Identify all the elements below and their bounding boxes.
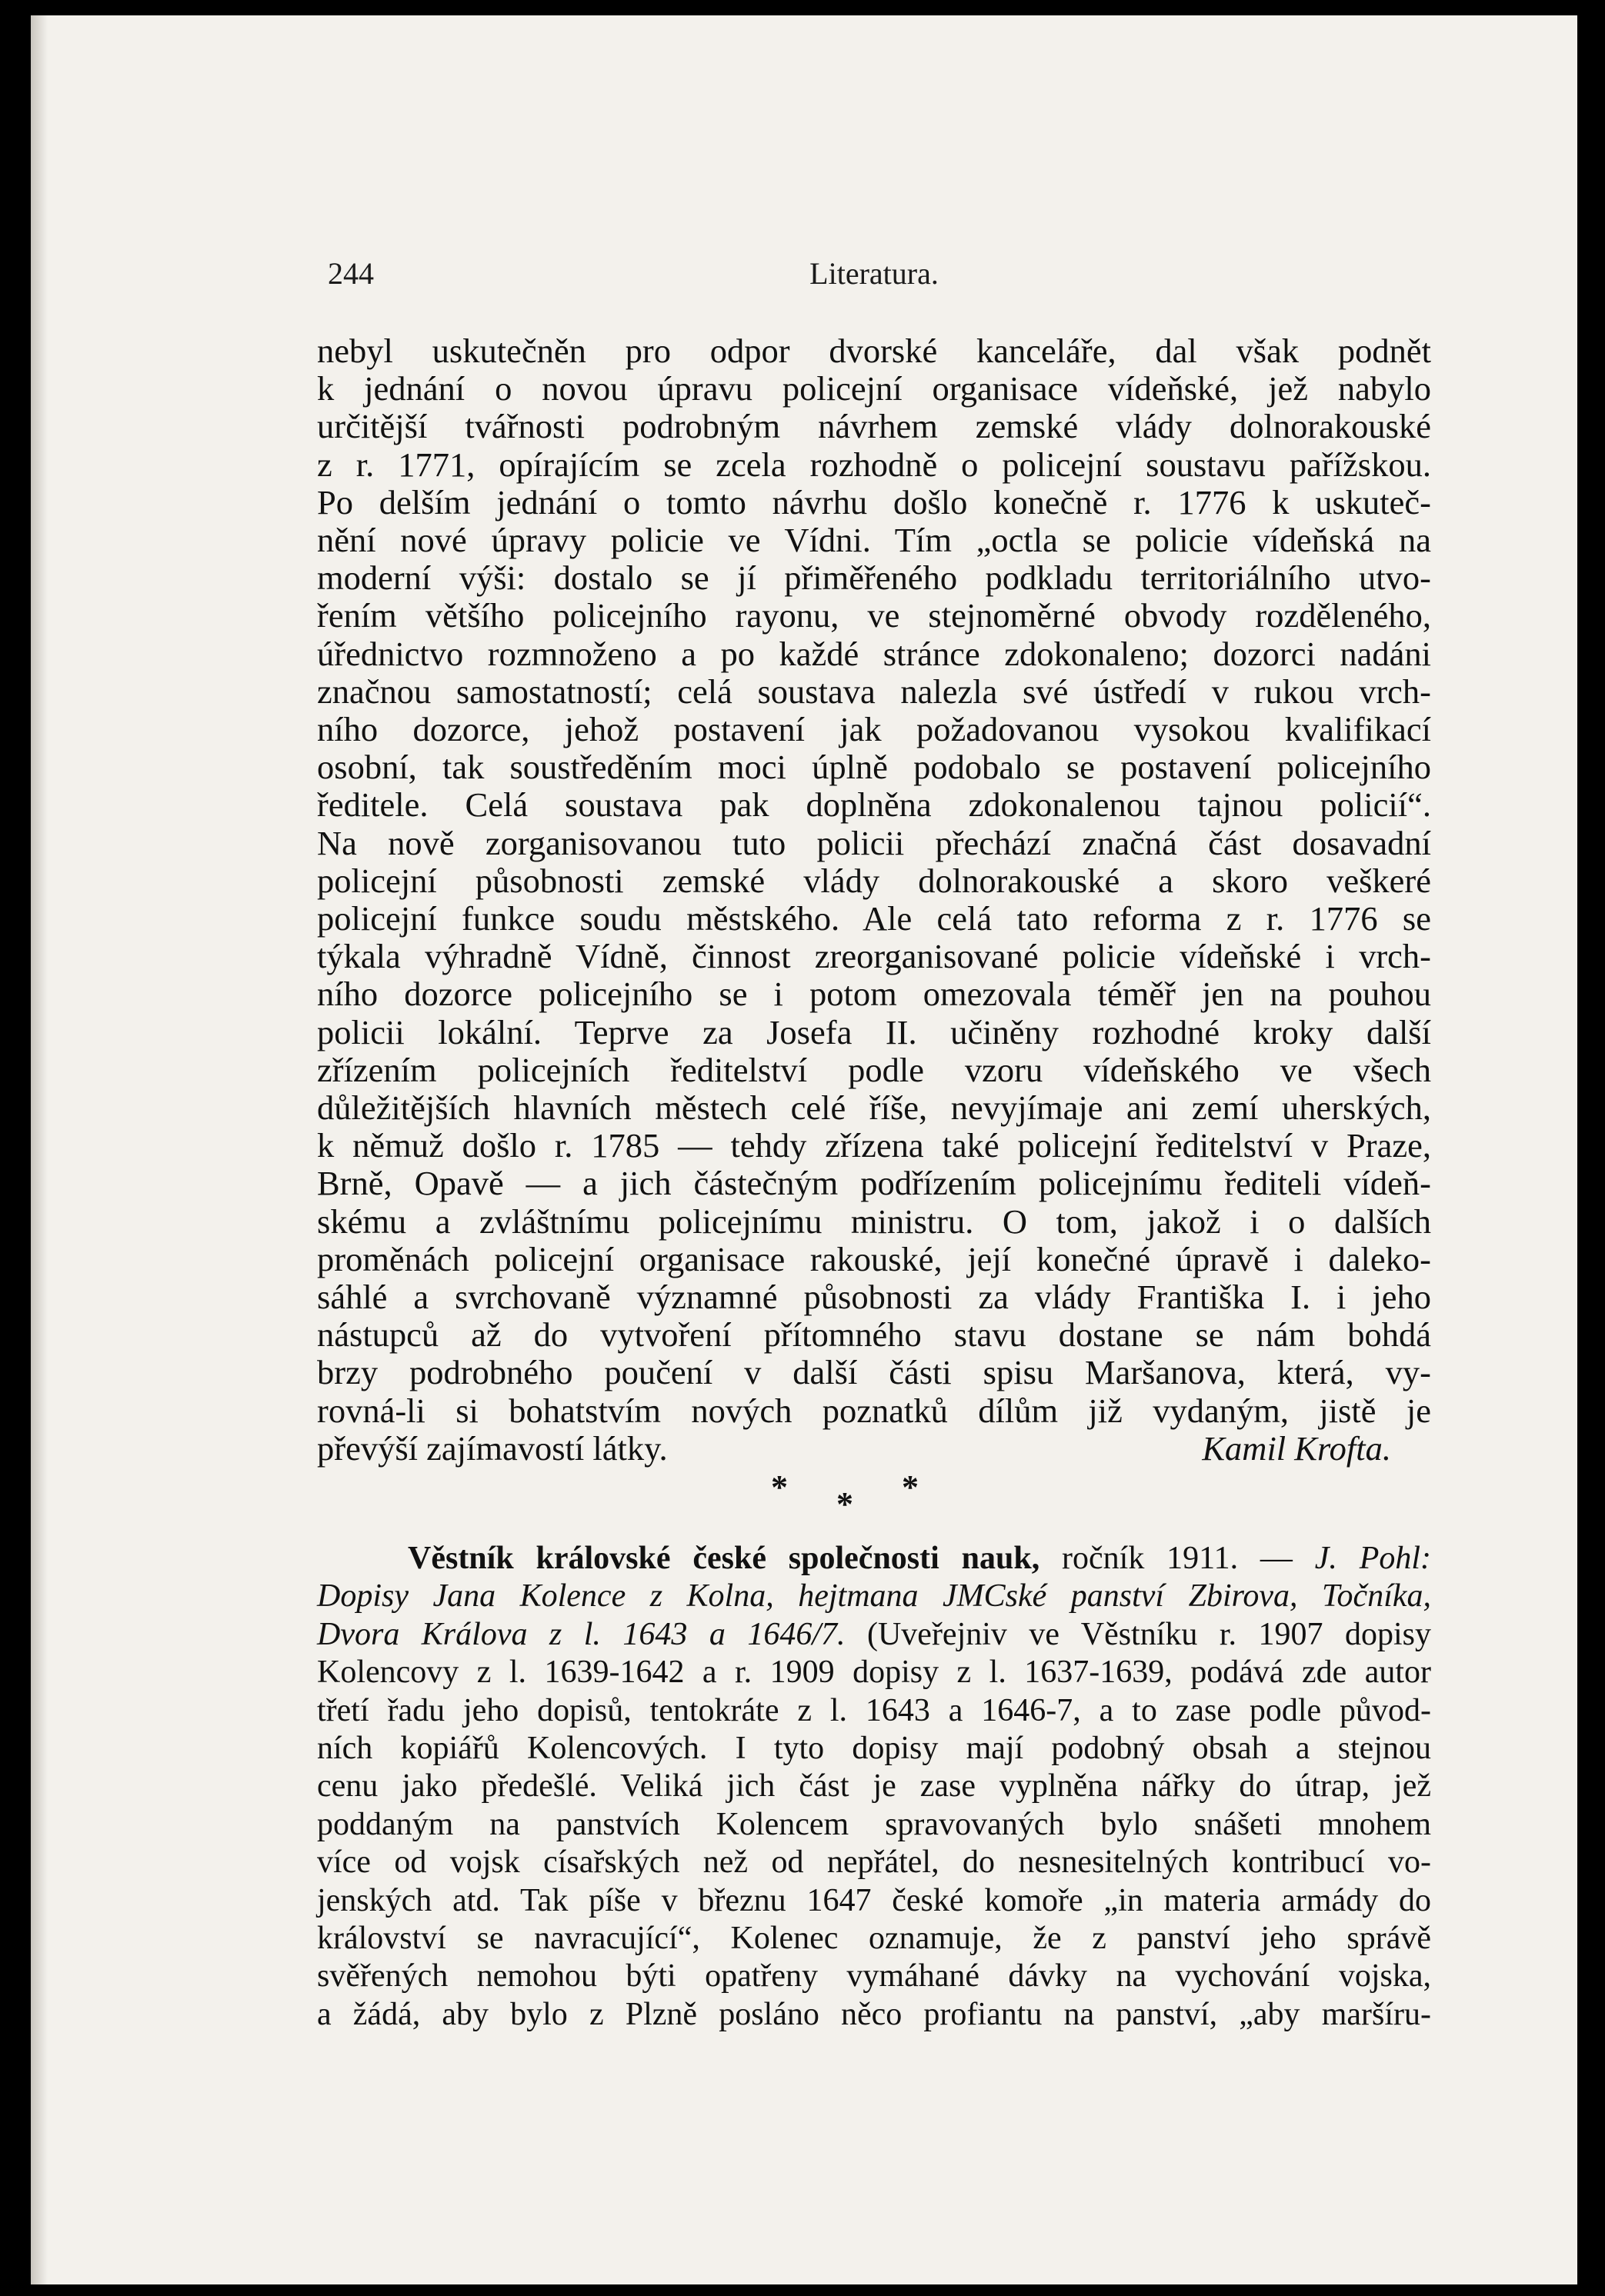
article-line: z r. 1771, opírajícím se zcela rozhodně o policejní soustavu pařížskou. [317, 445, 1431, 484]
article-line: nebyl uskutečněn pro odpor dvorské kanceláře, dal však podnět [317, 332, 1431, 370]
article-last-line: převýší zajímavostí látky. [317, 1428, 668, 1468]
article-line: policejní působnosti zemské vlády dolnorakouské a skoro veškeré [317, 861, 1431, 900]
article-line: řením většího policejního rayonu, ve stejnoměrné obvody rozděleného, [317, 596, 1431, 635]
page-header [328, 255, 1420, 302]
review-line: cenu jako předešlé. Veliká jich část je zase vyplněna nářky do útrap, jež [317, 1768, 1431, 1804]
article-line: brzy podrobného poučení v další části spisu Maršanova, která, vy- [317, 1353, 1431, 1392]
review-line: třetí řadu jeho dopisů, tentokráte z l. 1643 a 1646-7, a to zase podle původ- [317, 1692, 1431, 1728]
article-line: k jednání o novou úpravu policejní organisace vídeňské, jež nabylo [317, 369, 1431, 408]
page-edge-shadow [31, 15, 48, 2284]
article-line: nástupců až do vytvoření přítomného stavu dostane se nám bohdá [317, 1315, 1431, 1355]
article-line: zřízením policejních ředitelství podle vzoru vídeňského ve všech [317, 1050, 1431, 1089]
article-text [317, 332, 1431, 1468]
review-title-line [317, 1578, 1431, 1615]
separator-star: * [902, 1468, 919, 1506]
article-line: důležitějších hlavních městech celé říše, nevyjímaje ani zemí uherských, [317, 1088, 1431, 1128]
review-title-line [317, 1616, 1431, 1654]
review-author: J. Pohl: [1314, 1541, 1432, 1576]
review-line: více od vojsk císařských než od nepřátel, do nesnesitelných kontribucí vo- [317, 1844, 1431, 1881]
article-line: úřednictvo rozmnoženo a po každé stránce zdokonaleno; dozorci nadáni [317, 634, 1431, 673]
review-text [317, 1540, 1431, 2034]
article-line: ředitele. Celá soustava pak doplněna zdokonalenou tajnou policií“. [317, 785, 1431, 825]
article-line: značnou samostatností; celá soustava nalezla své ústředí v rukou vrch- [317, 671, 1431, 711]
review-work-title: Dopisy Jana Kolence z Kolna, hejtmana JMCské panství Zbirova, Točníka, [317, 1578, 1431, 1615]
review-line: ních kopiářů Kolencových. I tyto dopisy mají podobný obsah a stejnou [317, 1731, 1431, 1767]
journal-title: Věstník královské české společnosti nauk, [408, 1541, 1040, 1576]
article-line: ního dozorce, jehož postavení jak požadovanou vysokou kvalifikací [317, 710, 1431, 749]
article-line: rovná-li si bohatstvím nových poznatků dílům již vydaným, jistě je [317, 1391, 1431, 1430]
article-line: Po delším jednání o tomto návrhu došlo konečně r. 1776 k uskuteč- [317, 482, 1431, 522]
page-number: 244 [328, 256, 374, 291]
article-line: ního dozorce policejního se i potom omezovala téměř jen na pouhou [317, 975, 1431, 1014]
running-title: Literatura. [809, 256, 939, 291]
journal-volume: ročník 1911. — [1039, 1541, 1315, 1576]
review-work-title-end: Dvora Králova z l. 1643 a 1646/7. [317, 1616, 846, 1652]
review-line: svěřených nemohou býti opatřeny vymáhané dávky na vychování vojska, [317, 1958, 1431, 1994]
separator-star: * [836, 1485, 853, 1523]
review-line-text: (Uveřejniv ve Věstníku r. 1907 dopisy [845, 1616, 1431, 1652]
article-line: osobní, tak soustředěním moci úplně podobalo se postavení policejního [317, 748, 1431, 787]
review-line: jenských atd. Tak píše v březnu 1647 české komoře „in materia armády do [317, 1882, 1431, 1918]
article-line: sáhlé a svrchovaně významné působnosti za vlády Františka I. i jeho [317, 1278, 1431, 1317]
review-heading-line [317, 1540, 1431, 1578]
article-line: Brně, Opavě — a jich částečným podřízením policejnímu řediteli vídeň- [317, 1164, 1431, 1203]
author-signature: Kamil Krofta. [1202, 1428, 1391, 1468]
article-line: k němuž došlo r. 1785 — tehdy zřízena také policejní ředitelství v Praze, [317, 1126, 1431, 1165]
article-line: policejní funkce soudu městského. Ale celá tato reforma z r. 1776 se [317, 899, 1431, 938]
article-line: proměnách policejní organisace rakouské, její konečné úpravě i daleko- [317, 1239, 1431, 1278]
review-line: a žádá, aby bylo z Plzně posláno něco profiantu na panství, „aby maršíru- [317, 1996, 1431, 2032]
review-line: Kolencovy z l. 1639-1642 a r. 1909 dopisy z l. 1637-1639, podává zde autor [317, 1655, 1431, 1691]
separator-star: * [771, 1468, 788, 1506]
scanned-page [31, 15, 1577, 2284]
article-line: skému a zvláštnímu policejnímu ministru. O tom, jakož i o dalších [317, 1201, 1431, 1241]
article-line: určitější tvářnosti podrobným návrhem zemské vlády dolnorakouské [317, 407, 1431, 446]
article-closing-line [317, 1430, 1431, 1468]
article-line: nění nové úpravy policie ve Vídni. Tím „octla se policie vídeňská na [317, 521, 1431, 560]
section-separator [771, 1468, 971, 1523]
article-line: týkala výhradně Vídně, činnost zreorganisované policie vídeňské i vrch- [317, 937, 1431, 976]
article-line: Na nově zorganisovanou tuto policii přechází značná část dosavadní [317, 823, 1431, 862]
article-line: moderní výši: dostalo se jí přiměřeného podkladu territoriálního utvo- [317, 558, 1431, 598]
review-line: poddaným na panstvích Kolencem spravovaných bylo snášeti mnohem [317, 1806, 1431, 1842]
article-line: policii lokální. Teprve za Josefa II. učiněny rozhodné kroky další [317, 1012, 1431, 1051]
review-line: království se navracující“, Kolenec oznamuje, že z panství jeho správě [317, 1921, 1431, 1957]
